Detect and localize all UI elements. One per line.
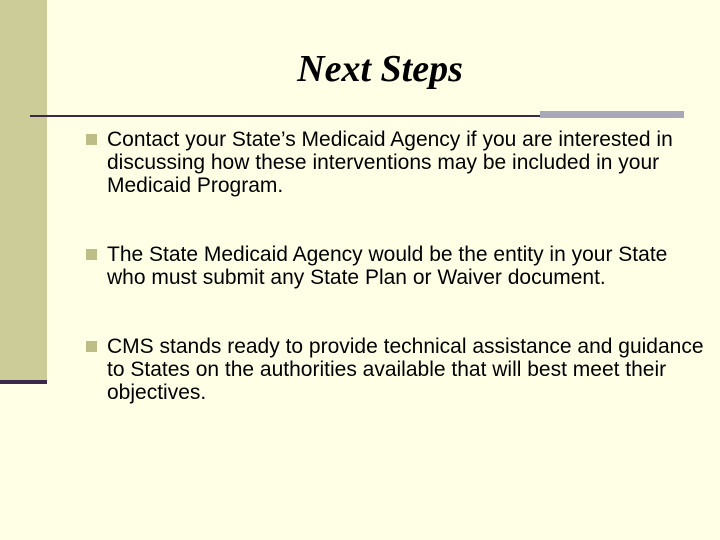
left-bar-accent-line [0,380,47,384]
bullet-item [86,243,706,289]
bullet-text: Contact your State’s Medicaid Agency if you are interested in discussing how these interventions may be included in your Medicaid Program. [107,128,673,197]
left-decorative-bar [0,0,47,383]
slide-title: Next Steps [297,48,463,90]
bullet-text: The State Medicaid Agency would be the entity in your State who must submit any State Plan or Waiver document. [107,243,668,289]
square-bullet-icon [86,249,97,260]
bullet-item [86,335,706,404]
bullet-text: CMS stands ready to provide technical assistance and guidance to States on the authorities available that will best meet their objectives. [107,335,704,404]
square-bullet-icon [86,134,97,145]
square-bullet-icon [86,341,97,352]
bullet-item [86,128,706,197]
title-divider-accent [540,111,684,118]
bullet-list [86,128,706,450]
